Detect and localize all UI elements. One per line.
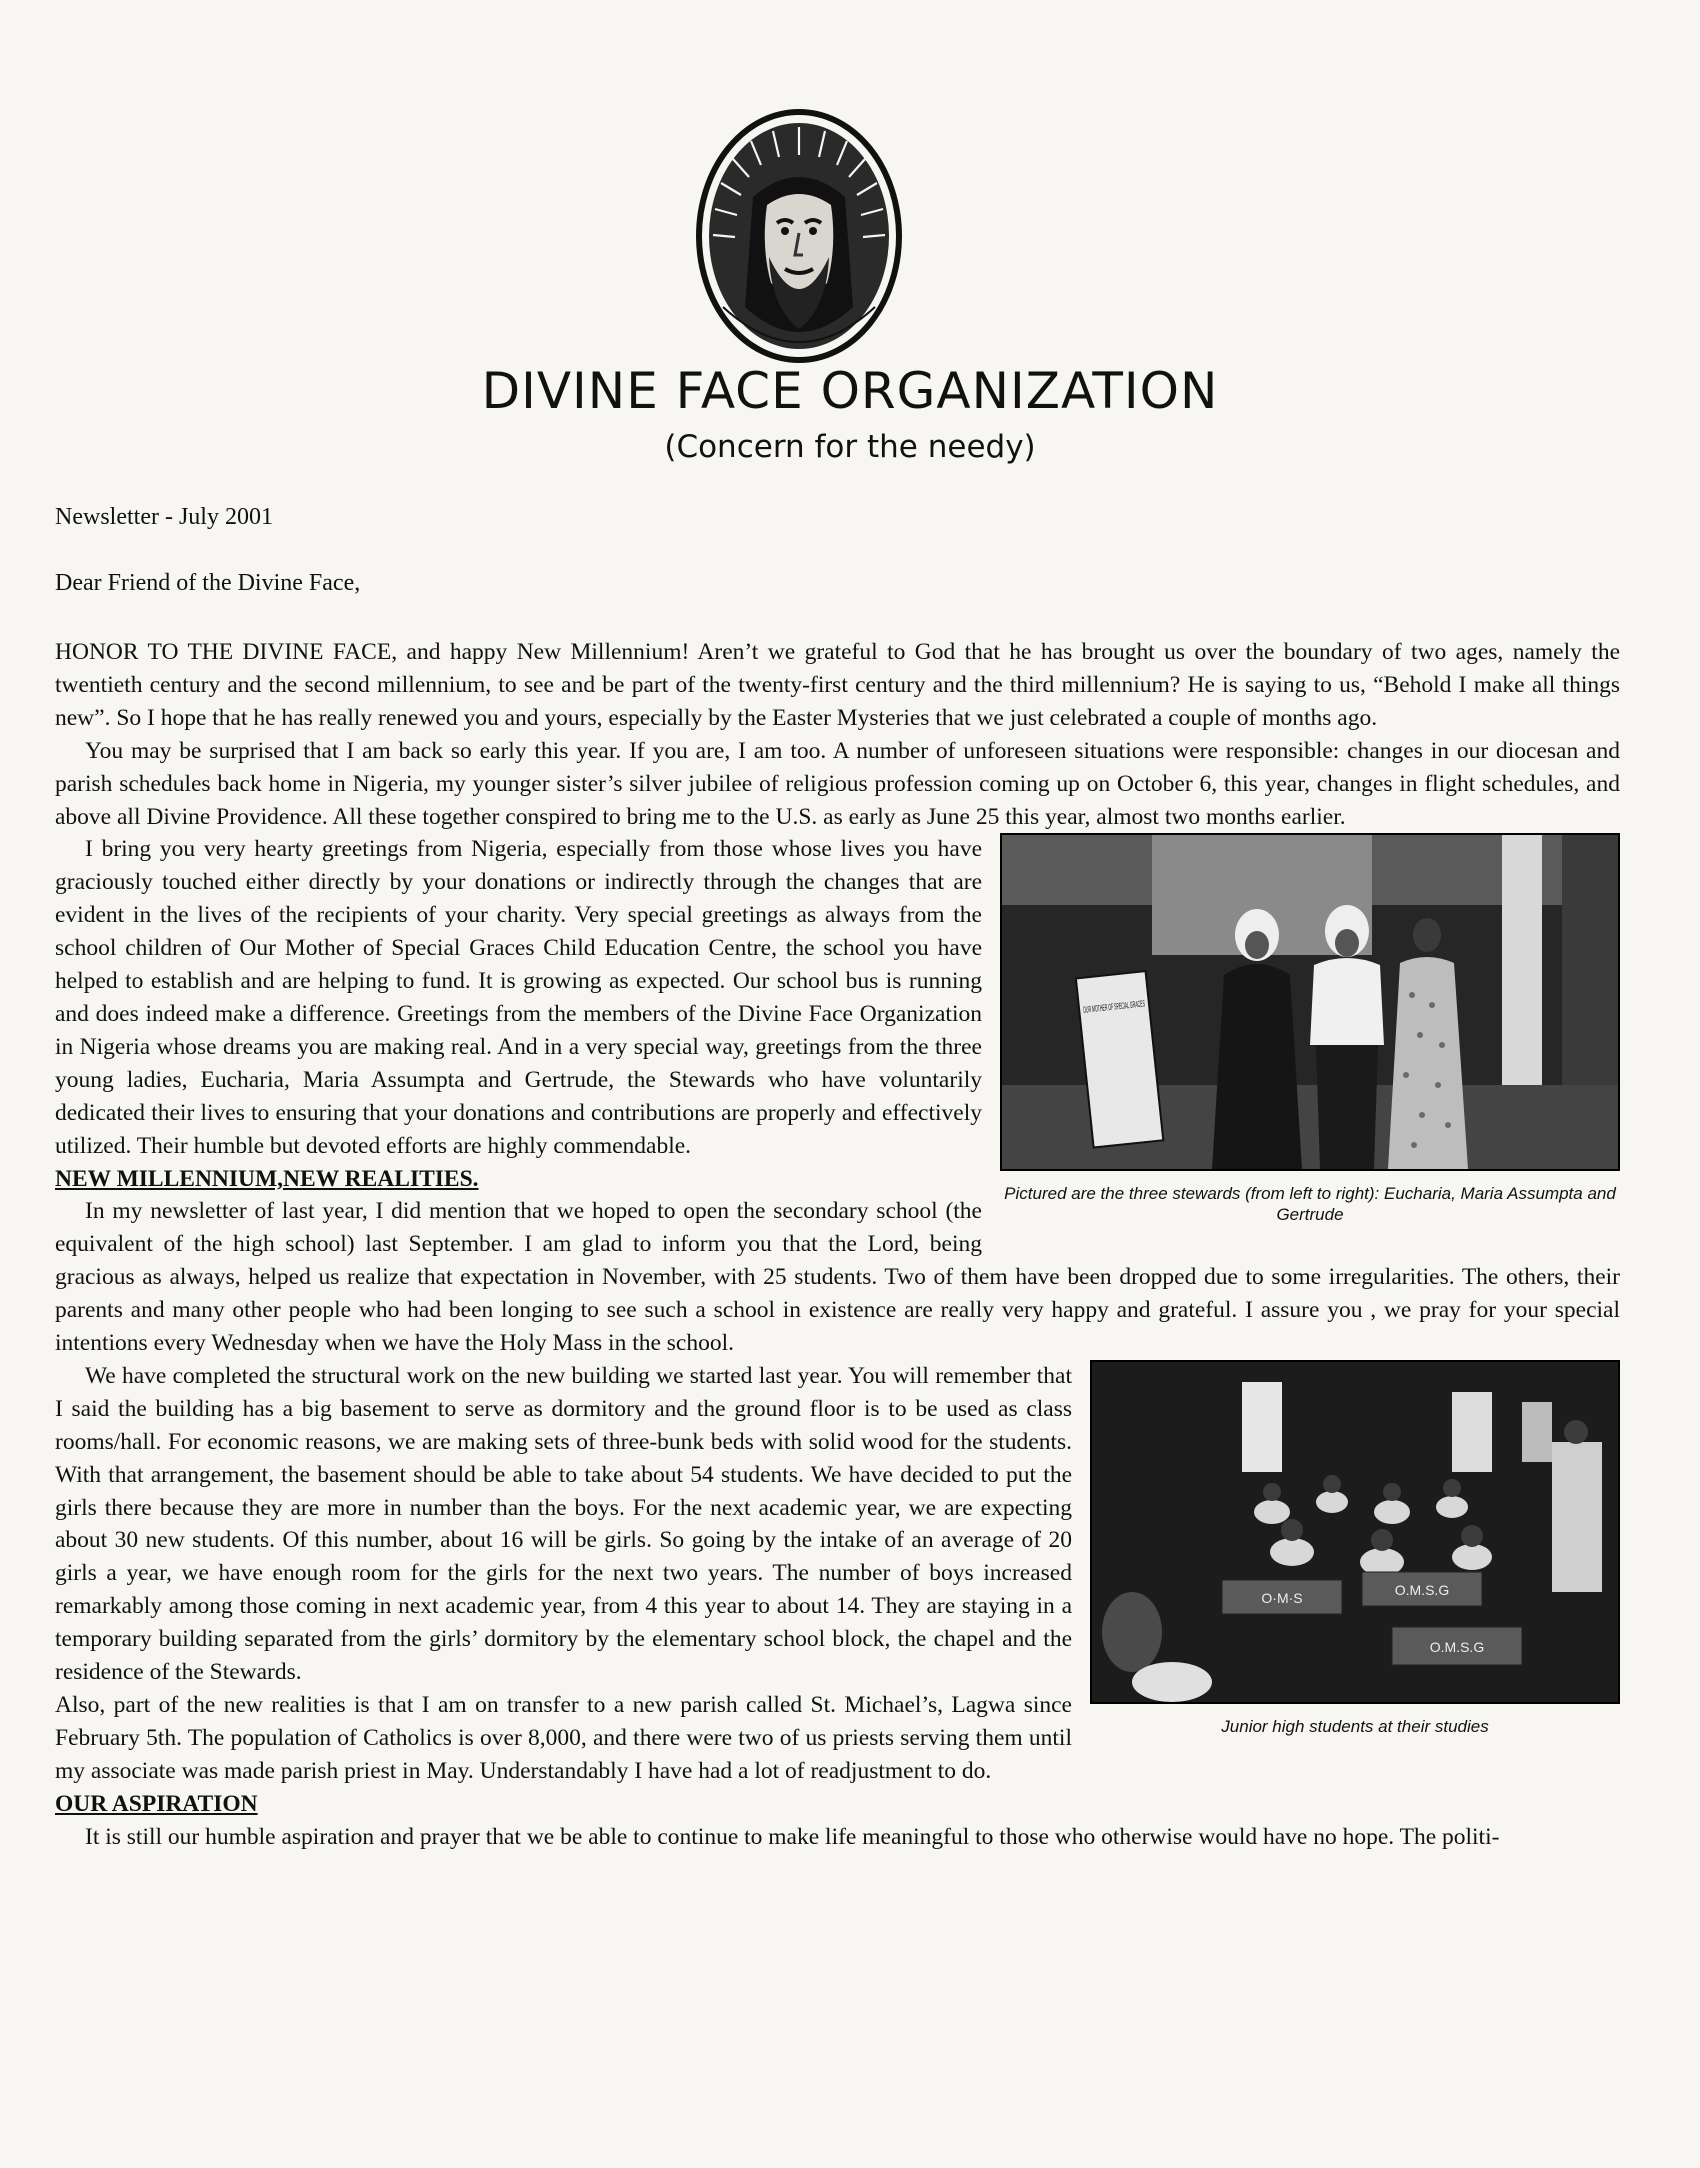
paragraph-4: In my newsletter of last year, I did mention that we hoped to open the secondary school (the equivalent of the high school) last September. I am glad to inform you that the Lord, being gracious as always, helped us realize that expectation in November, with 25 students. Two of them have been dropped due to some irregularities. The others, their parents and many other people who had been longing to see such a school in existence are really very happy and grateful. I assure you , we pray for your special intentions every Wednesday when we have the Holy Mass in the school. (55, 1198, 1620, 1357)
paragraph-3: I bring you very hearty greetings from Nigeria, especially from those whose lives you have graciously touched either directly by your donations or indirectly through the changes that are evident in the lives of the recipients of your charity. Very special greetings as always from the school children of Our Mother of Special Graces Child Education Centre, the school you have helped to establish and are helping to fund. It is growing as expected. Our school bus is running and does indeed make a difference. Greetings from the members of the Divine Face Organization in Nigeria whose dreams you are making real. And in a very special way, greetings from the three young ladies, Eucharia, Maria Assumpta and Gertrude, the Stewards who have voluntarily dedicated their lives to ensuring that your donations and contributions are properly and effectively utilized. Their humble but devoted efforts are highly commendable. (55, 836, 982, 1159)
newsletter-date: Newsletter - July 2001 (55, 504, 273, 530)
students-caption: Junior high students at their studies (1221, 1716, 1489, 1736)
paragraph-5: We have completed the structural work on the new building we started last year. You will remember that I said the building has a big basement to serve as dormitory and the ground floor is to be used as class rooms/hall. For economic reasons, we are making sets of three-bunk beds with solid wood for the students. With that arrangement, the basement should be able to take about 54 students. We have decided to put the girls there because they are more in number than the boys. For the next academic year, we are expecting about 30 new students. Of this number, about 16 will be girls. So going by the intake of an average of 20 girls a year, we have enough room for the girls for the next two years. The number of boys increased remarkably among those coming in next academic year, from 4 this year to about 14. They are staying in a temporary building separated from the girls’ dormitory by the elementary school block, the chapel and the residence of the Stewards. (55, 1362, 1072, 1686)
organization-title: DIVINE FACE ORGANIZATION (481, 362, 1219, 420)
students-photo (1090, 1360, 1620, 1704)
organization-subtitle: (Concern for the needy) (664, 429, 1036, 465)
stewards-figure (1000, 833, 1620, 1243)
paragraph-2: You may be surprised that I am back so early this year. If you are, I am too. A number of unforeseen situations were responsible: changes in our diocesan and parish schedules back home in Nigeria, my younger sister’s silver jubilee of religious profession coming up on October 6, this year, changes in flight schedules, and above all Divine Providence. All these together conspired to bring me to the U.S. as early as June 25 this year, almost two months earlier. (55, 737, 1620, 830)
salutation: Dear Friend of the Divine Face, (55, 570, 361, 596)
paragraph-7: It is still our humble aspiration and prayer that we be able to continue to make life meaningful to those who otherwise would have no hope. The politi- (85, 1823, 1500, 1850)
students-figure (1090, 1360, 1620, 1780)
heading-our-aspiration: OUR ASPIRATION (55, 1790, 258, 1817)
desk-label-2: O.M.S.G (1394, 1581, 1450, 1598)
paragraph-1: HONOR TO THE DIVINE FACE, and happy New Millennium! Aren’t we grateful to God that he has brought us over the boundary of two ages, namely the twentieth century and the second millennium, to see and be part of the twenty-first century and the third millennium? He is saying to us, “Behold I make all things new”. So I hope that he has really renewed you and yours, especially by the Easter Mysteries that we just celebrated a couple of months ago. (55, 639, 1620, 731)
stewards-caption: Pictured are the three stewards (from left to right): Eucharia, Maria Assumpta and Gertrude (1004, 1184, 1616, 1225)
heading-new-millennium: NEW MILLENNIUM,NEW REALITIES. (55, 1165, 479, 1192)
stewards-photo (1000, 833, 1620, 1171)
desk-label-3: O.M.S.G (1429, 1638, 1485, 1655)
desk-label-1: O·M·S (1261, 1589, 1303, 1606)
paragraph-6: Also, part of the new realities is that I am on transfer to a new parish called St. Michael’s, Lagwa since February 5th. The population of Catholics is over 8,000, and there were two of us priests serving them until my associate was made parish priest in May. Understandably I have had a lot of readjustment to do. (55, 1692, 1072, 1784)
letter-body (55, 636, 1620, 1854)
divine-face-logo-icon (693, 107, 905, 365)
